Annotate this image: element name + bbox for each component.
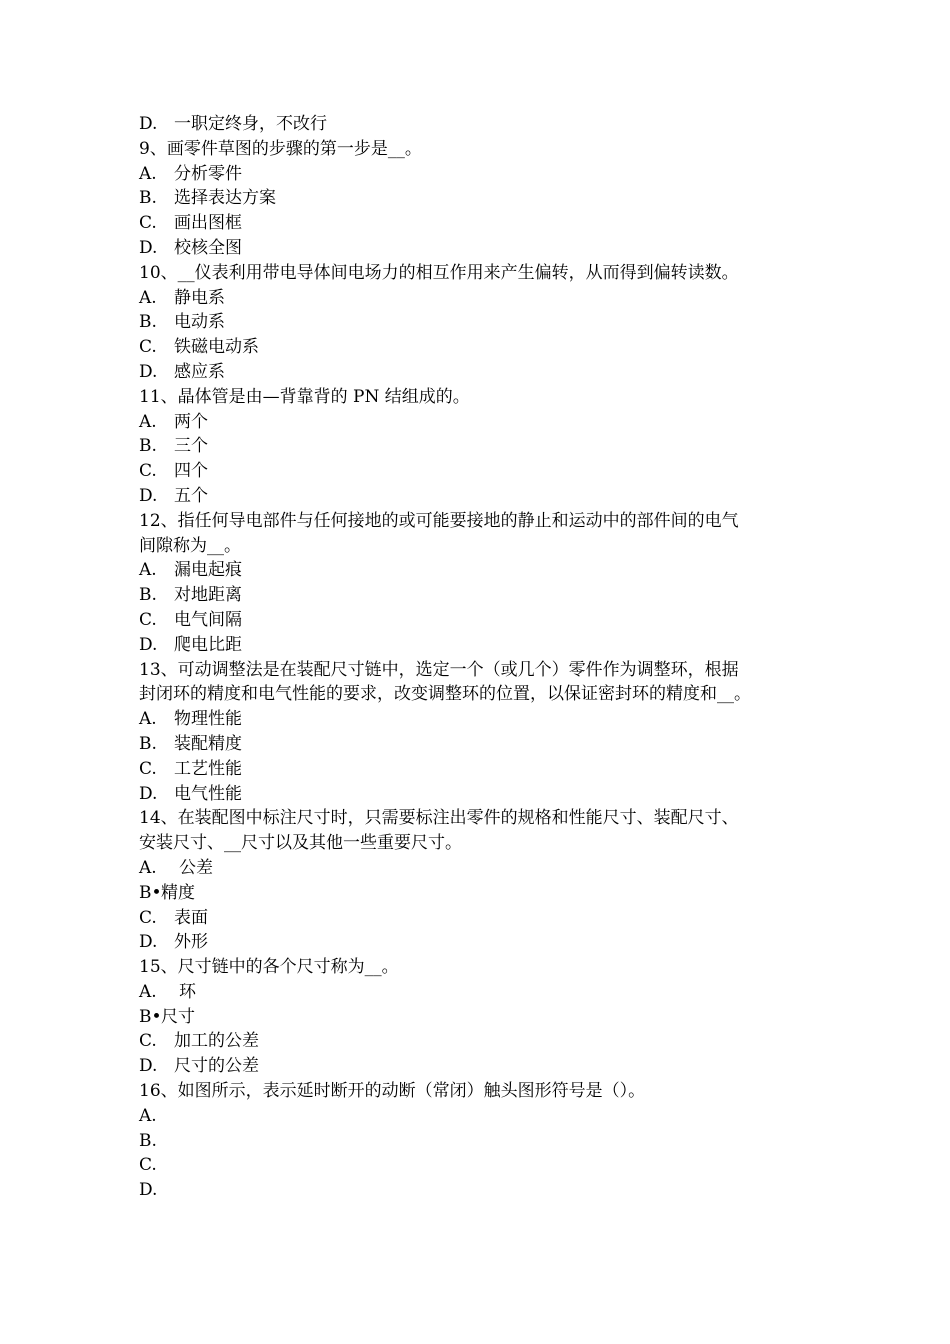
question-list xyxy=(139,112,829,1203)
question-text: 12、指任何导电部件与任何接地的或可能要接地的静止和运动中的部件间的电气 xyxy=(139,510,739,531)
option-letter: B• xyxy=(139,882,162,903)
option-line xyxy=(139,484,829,509)
option-line xyxy=(139,980,829,1005)
option-letter: B. xyxy=(139,436,157,457)
option-letter: A. xyxy=(139,857,157,878)
option-text: 两个 xyxy=(174,411,208,432)
option-line xyxy=(139,930,829,955)
option-letter: B. xyxy=(139,1130,157,1151)
option-letter: D. xyxy=(139,114,158,134)
question-text: 11、晶体管是由—背靠背的 PN 结组成的。 xyxy=(139,386,470,407)
option-line xyxy=(139,608,829,633)
option-letter: A. xyxy=(139,287,157,308)
option-letter: B• xyxy=(139,1006,162,1027)
option-text: 选择表达方案 xyxy=(174,188,276,209)
option-letter: C. xyxy=(139,337,157,358)
option-text: 爬电比距 xyxy=(174,634,242,655)
option-text: 一职定终身，不改行 xyxy=(174,114,327,134)
question-text: 间隙称为__。 xyxy=(139,535,241,556)
option-line xyxy=(139,757,829,782)
option-letter: C. xyxy=(139,907,157,928)
option-text: 装配精度 xyxy=(174,733,242,754)
option-line xyxy=(139,906,829,931)
option-letter: D. xyxy=(139,361,158,382)
option-text: 加工的公差 xyxy=(174,1031,259,1052)
question-text: 14、在装配图中标注尺寸时，只需要标注出零件的规格和性能尺寸、装配尺寸、 xyxy=(139,808,739,829)
option-line xyxy=(139,410,829,435)
question-text: 15、尺寸链中的各个尺寸称为__。 xyxy=(139,957,399,978)
option-text: 分析零件 xyxy=(174,163,242,184)
option-line xyxy=(139,335,829,360)
option-text: 电动系 xyxy=(174,312,225,333)
option-letter: C. xyxy=(139,609,157,630)
option-letter: A. xyxy=(139,981,157,1002)
option-text: 公差 xyxy=(179,857,213,878)
option-text: 静电系 xyxy=(174,287,225,308)
option-text: 画出图框 xyxy=(174,213,242,234)
option-letter: B. xyxy=(139,188,157,209)
option-text: 尺寸的公差 xyxy=(174,1056,259,1077)
question-text: 10、__仪表利用带电导体间电场力的相互作用来产生偏转，从而得到偏转读数。 xyxy=(139,262,739,283)
option-line xyxy=(139,186,829,211)
option-letter: B. xyxy=(139,733,157,754)
option-text: 外形 xyxy=(174,932,208,953)
option-line xyxy=(139,881,829,906)
option-letter: A. xyxy=(139,709,157,730)
option-letter: A. xyxy=(139,560,157,581)
option-letter: A. xyxy=(139,411,157,432)
option-text: 对地距离 xyxy=(174,585,242,606)
option-line xyxy=(139,360,829,385)
option-letter: A. xyxy=(139,1105,157,1126)
option-text: 感应系 xyxy=(174,361,225,382)
option-line xyxy=(139,856,829,881)
option-line xyxy=(139,310,829,335)
option-line xyxy=(139,1178,829,1203)
option-letter: D. xyxy=(139,1056,158,1077)
option-line xyxy=(139,1104,829,1129)
option-letter: C. xyxy=(139,1155,157,1176)
question-text: 安装尺寸、__尺寸以及其他一些重要尺寸。 xyxy=(139,833,462,854)
option-text: 四个 xyxy=(174,461,208,482)
option-text: 尺寸 xyxy=(161,1006,195,1027)
option-letter: C. xyxy=(139,1031,157,1052)
option-letter: D. xyxy=(139,634,158,655)
option-letter: D. xyxy=(139,1180,158,1201)
option-letter: C. xyxy=(139,758,157,779)
option-text: 铁磁电动系 xyxy=(174,337,259,358)
question-text: 封闭环的精度和电气性能的要求，改变调整环的位置，以保证密封环的精度和__。 xyxy=(139,684,751,705)
option-text: 工艺性能 xyxy=(174,758,242,779)
option-line xyxy=(139,459,829,484)
option-letter: D. xyxy=(139,485,158,506)
option-line xyxy=(139,236,829,261)
option-text: 校核全图 xyxy=(174,237,242,258)
option-line xyxy=(139,434,829,459)
option-text: 漏电起痕 xyxy=(174,560,242,581)
question-text: 9、画零件草图的步骤的第一步是__。 xyxy=(139,138,422,159)
option-line xyxy=(139,162,829,187)
option-line xyxy=(139,1153,829,1178)
option-letter: D. xyxy=(139,237,158,258)
option-line xyxy=(139,211,829,236)
option-letter: C. xyxy=(139,461,157,482)
option-line xyxy=(139,558,829,583)
option-line xyxy=(139,707,829,732)
option-line xyxy=(139,633,829,658)
question-text: 13、可动调整法是在装配尺寸链中，选定一个（或几个）零件作为调整环，根据 xyxy=(139,659,739,680)
option-line xyxy=(139,112,829,137)
option-line xyxy=(139,1129,829,1154)
option-letter: B. xyxy=(139,585,157,606)
option-letter: D. xyxy=(139,932,158,953)
option-line xyxy=(139,782,829,807)
option-text: 精度 xyxy=(161,882,195,903)
option-text: 五个 xyxy=(174,485,208,506)
option-line xyxy=(139,1054,829,1079)
option-letter: B. xyxy=(139,312,157,333)
option-line xyxy=(139,732,829,757)
option-text: 三个 xyxy=(174,436,208,457)
option-text: 电气间隔 xyxy=(174,609,242,630)
option-text: 表面 xyxy=(174,907,208,928)
option-line xyxy=(139,286,829,311)
option-line xyxy=(139,1029,829,1054)
option-letter: A. xyxy=(139,163,157,184)
option-text: 物理性能 xyxy=(174,709,242,730)
option-letter: D. xyxy=(139,783,158,804)
option-text: 环 xyxy=(179,981,196,1002)
option-line xyxy=(139,1005,829,1030)
option-text: 电气性能 xyxy=(174,783,242,804)
question-text: 16、如图所示，表示延时断开的动断（常闭）触头图形符号是（）。 xyxy=(139,1081,646,1102)
option-letter: C. xyxy=(139,213,157,234)
option-line xyxy=(139,583,829,608)
